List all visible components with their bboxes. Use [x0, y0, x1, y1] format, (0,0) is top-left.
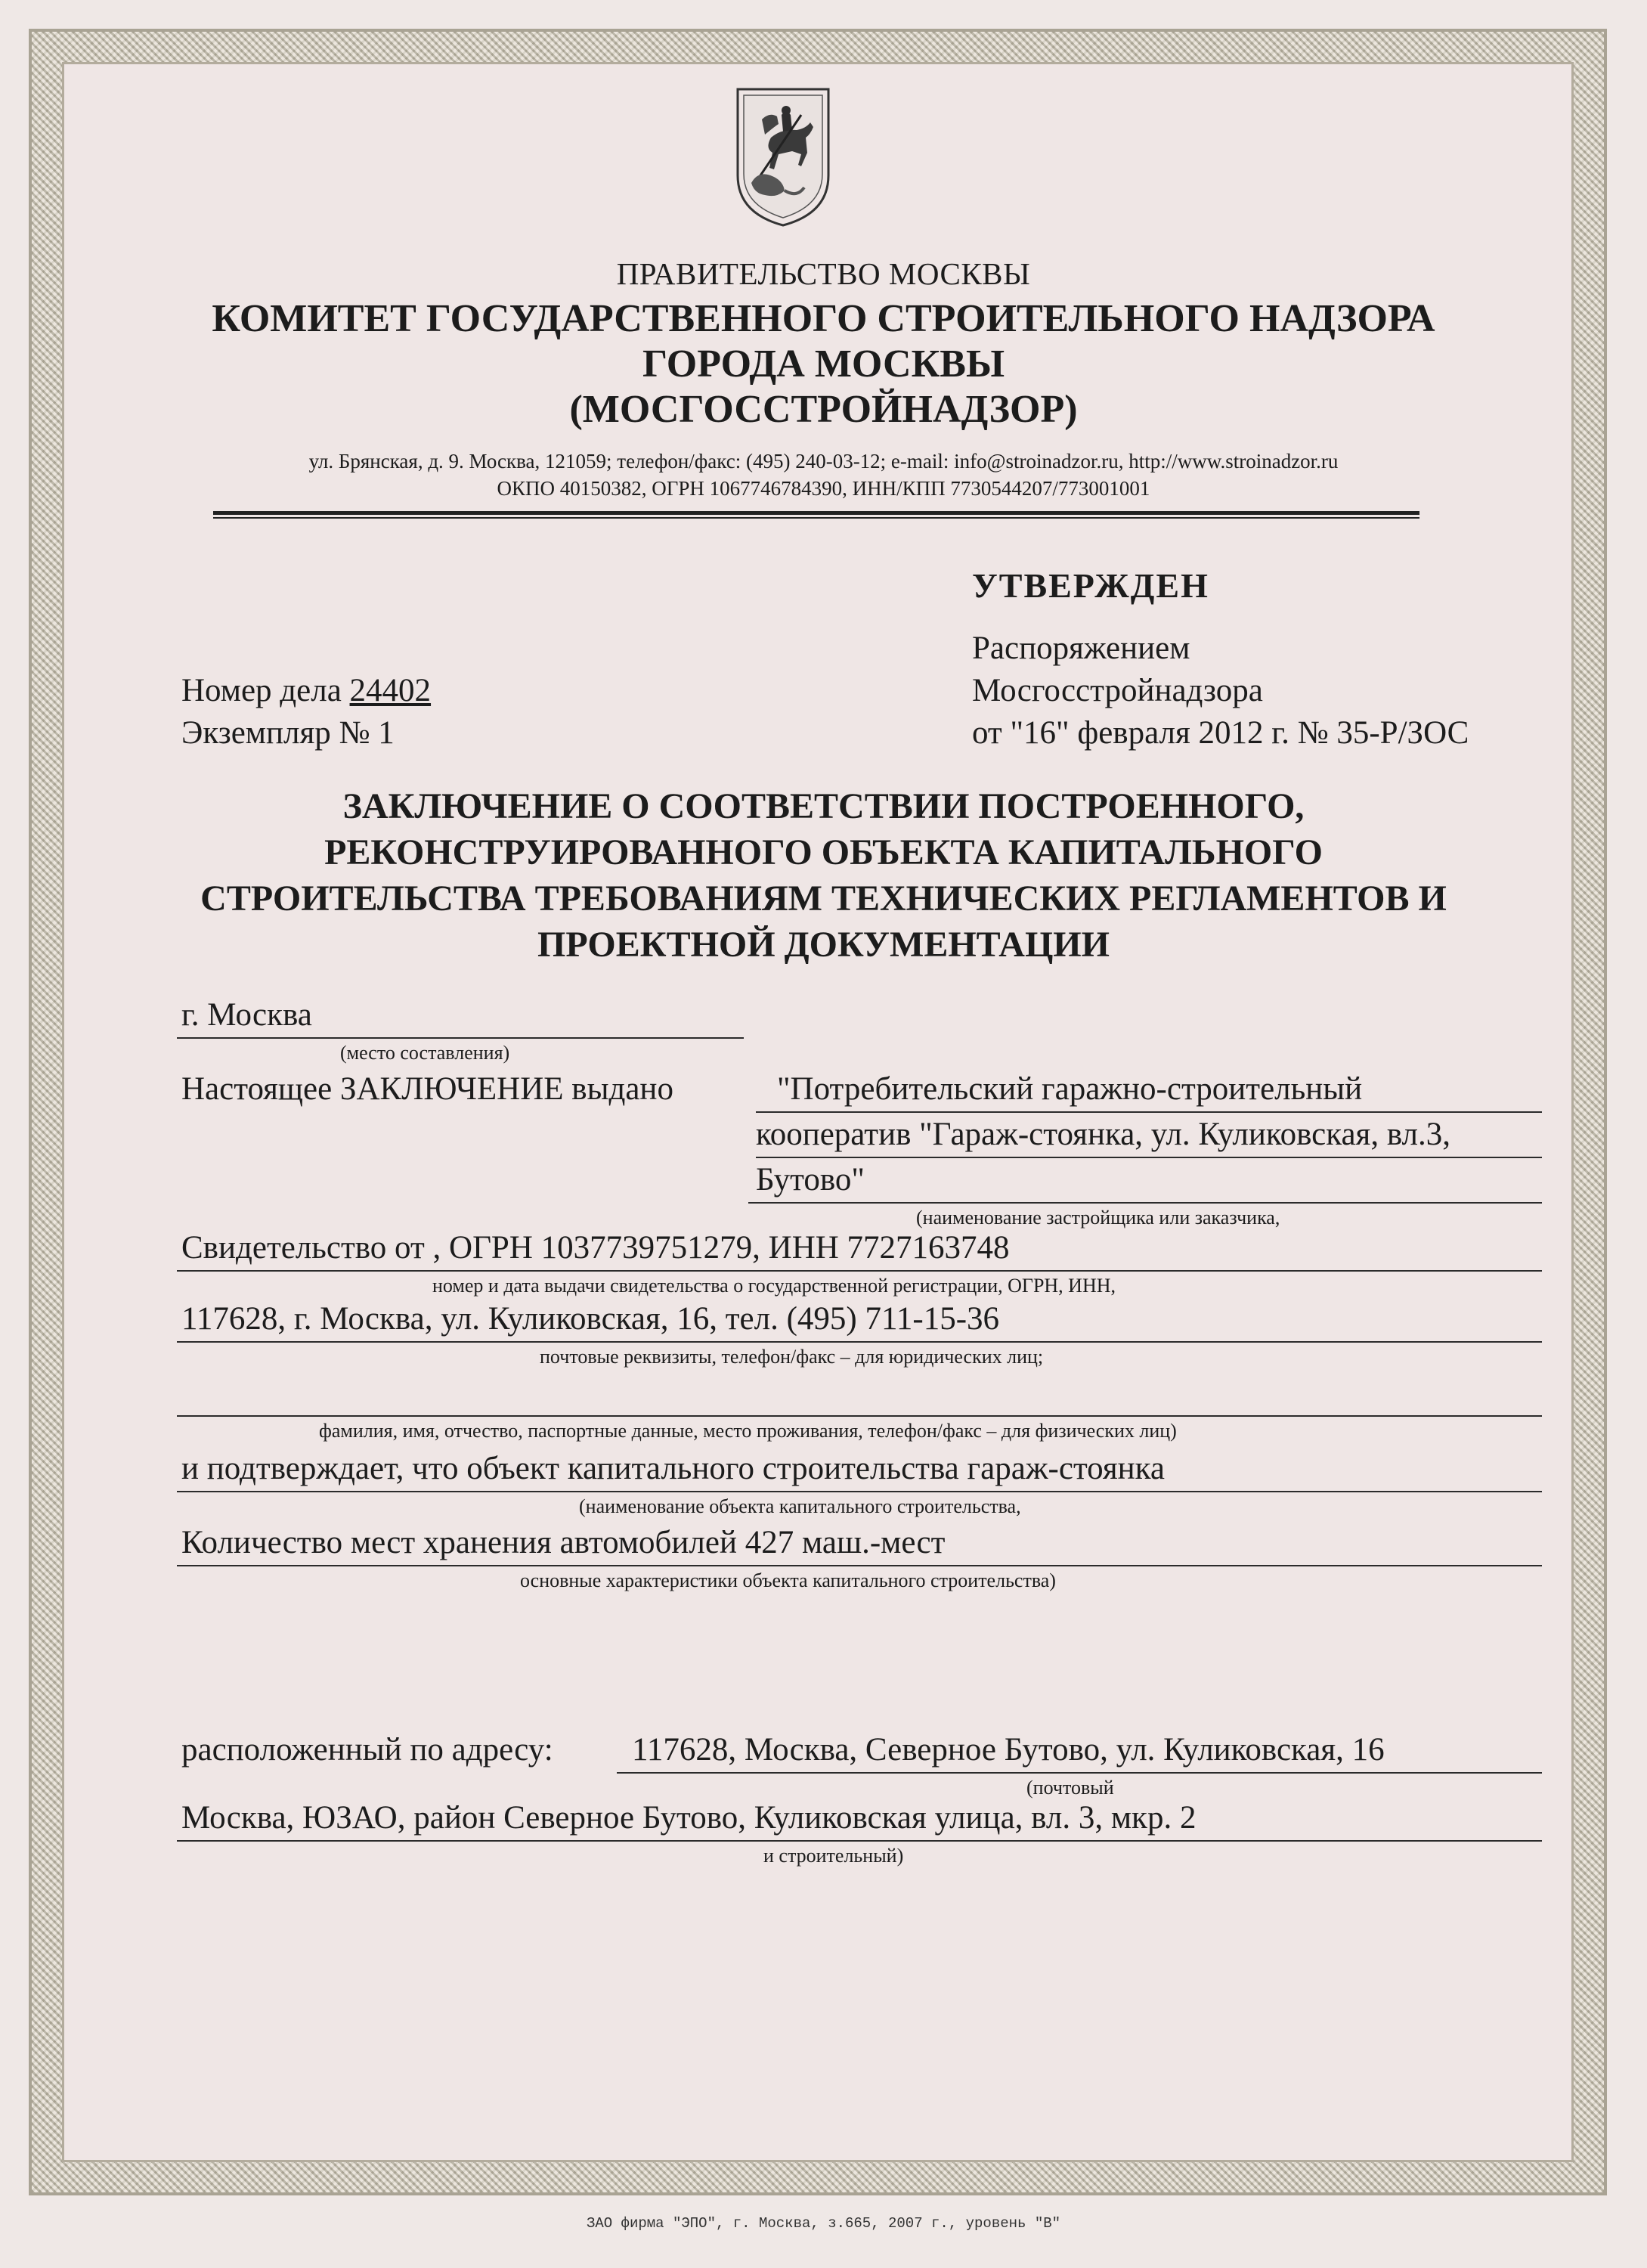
postal-caption: почтовые реквизиты, телефон/факс – для юридических лиц;: [540, 1346, 1044, 1368]
committee-line-3: (МОСГОССТРОЙНАДЗОР): [569, 388, 1078, 431]
location-build-caption: и строительный): [763, 1845, 904, 1867]
issued-underline-3: [748, 1202, 1542, 1204]
location-label: расположенный по адресу:: [181, 1732, 553, 1768]
characteristics-underline: [177, 1565, 1542, 1566]
place-caption: (место составления): [340, 1042, 510, 1064]
approval-line-3: от "16" февраля 2012 г. № 35-Р/ЗОС: [972, 715, 1469, 751]
postal-value: 117628, г. Москва, ул. Куликовская, 16, тел. (495) 711-15-36: [181, 1301, 1000, 1337]
committee-address: ул. Брянская, д. 9. Москва, 121059; телефон/факс: (495) 240-03-12; e-mail: info@stroinadzor.ru, http://www.stroinadzor.ru: [308, 450, 1339, 472]
location-postal-value: 117628, Москва, Северное Бутово, ул. Куликовская, 16: [632, 1732, 1385, 1768]
object-underline: [177, 1491, 1542, 1492]
certificate-caption: номер и дата выдачи свидетельства о государственной регистрации, ОГРН, ИНН,: [432, 1275, 1116, 1297]
location-build-value: Москва, ЮЗАО, район Северное Бутово, Куликовская улица, вл. 3, мкр. 2: [181, 1800, 1197, 1836]
issued-line-2: кооператив "Гараж-стоянка, ул. Куликовская, вл.3,: [756, 1117, 1451, 1152]
government-name: ПРАВИТЕЛЬСТВО МОСКВЫ: [616, 256, 1031, 291]
title-line-2: РЕКОНСТРУИРОВАННОГО ОБЪЕКТА КАПИТАЛЬНОГО: [324, 832, 1323, 872]
case-number-value: 24402: [349, 673, 432, 708]
characteristics-caption: основные характеристики объекта капитального строительства): [520, 1569, 1056, 1591]
approved-heading: УТВЕРЖДЕН: [972, 566, 1209, 605]
approval-line-2: Мосгосстройнадзора: [972, 673, 1263, 708]
issued-underline-2: [756, 1157, 1542, 1158]
case-block: [181, 670, 431, 754]
title-line-1: ЗАКЛЮЧЕНИЕ О СООТВЕТСТВИИ ПОСТРОЕННОГО,: [342, 786, 1305, 826]
moscow-coat-of-arms-icon: [732, 85, 834, 228]
object-value: и подтверждает, что объект капитального строительства гараж-стоянка: [181, 1451, 1165, 1486]
characteristics-value: Количество мест хранения автомобилей 427 маш.-мест: [181, 1525, 946, 1560]
title-line-4: ПРОЕКТНОЙ ДОКУМЕНТАЦИИ: [537, 925, 1110, 965]
certificate-value: Свидетельство от , ОГРН 1037739751279, ИНН 7727163748: [181, 1230, 1010, 1266]
header-rule-thick: [213, 511, 1419, 515]
approval-line-1: Распоряжением: [972, 631, 1190, 666]
postal-underline: [177, 1341, 1542, 1343]
case-number-label: Номер дела: [181, 673, 342, 708]
committee-name: [0, 296, 1647, 432]
printer-imprint: ЗАО фирма "ЭПО", г. Москва, з.665, 2007 г., уровень "В": [586, 2215, 1061, 2232]
issued-underline-1: [756, 1111, 1542, 1113]
issued-label: Настоящее ЗАКЛЮЧЕНИЕ выдано: [181, 1071, 673, 1107]
issued-caption: (наименование застройщика или заказчика,: [916, 1207, 1280, 1228]
location-build-underline: [177, 1840, 1542, 1842]
issued-line-3: Бутово": [756, 1162, 865, 1198]
person-caption: фамилия, имя, отчество, паспортные данные, место проживания, телефон/факс – для физических лиц): [319, 1420, 1177, 1442]
location-postal-caption: (почтовый: [1026, 1777, 1114, 1799]
committee-line-1: КОМИТЕТ ГОСУДАРСТВЕННОГО СТРОИТЕЛЬНОГО НАДЗОРА: [212, 297, 1435, 340]
copy-number: Экземпляр № 1: [181, 715, 395, 751]
location-postal-underline: [617, 1772, 1542, 1774]
approval-order: [972, 627, 1469, 754]
committee-line-2: ГОРОДА МОСКВЫ: [642, 342, 1005, 386]
document-title: [0, 783, 1647, 968]
person-underline: [177, 1415, 1542, 1417]
committee-contacts: [0, 448, 1647, 502]
case-number-row: [181, 670, 431, 712]
place-value: г. Москва: [181, 997, 312, 1033]
certificate-underline: [177, 1270, 1542, 1272]
place-underline: [177, 1037, 744, 1039]
issued-line-1: "Потребительский гаражно-строительный: [777, 1071, 1363, 1107]
header-rule-thin: [213, 517, 1419, 519]
title-line-3: СТРОИТЕЛЬСТВА ТРЕБОВАНИЯМ ТЕХНИЧЕСКИХ РЕГЛАМЕНТОВ И: [200, 878, 1447, 919]
object-caption: (наименование объекта капитального строительства,: [579, 1495, 1021, 1517]
committee-codes: ОКПО 40150382, ОГРН 1067746784390, ИНН/КПП 7730544207/773001001: [497, 477, 1150, 500]
